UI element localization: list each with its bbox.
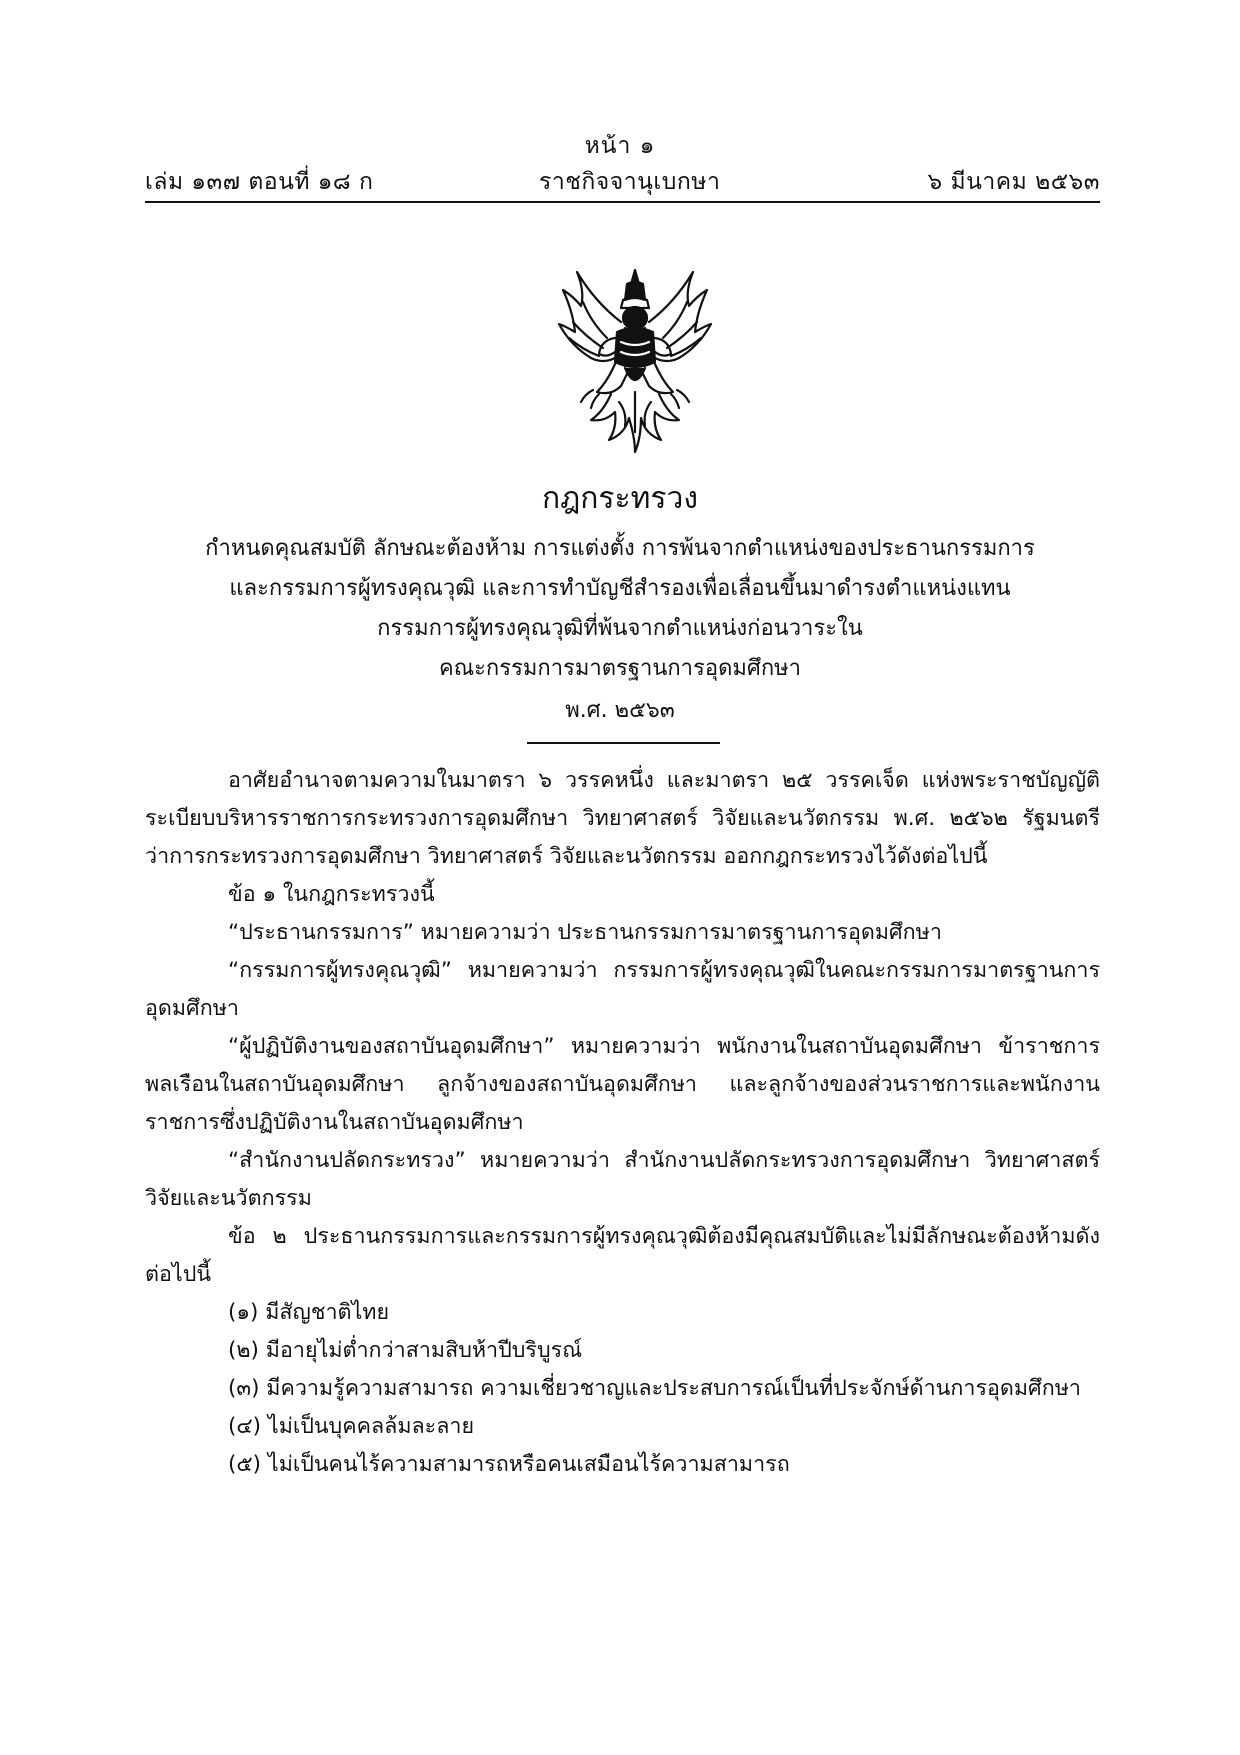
page-number: หน้า ๑ (584, 133, 656, 159)
publication-date: ๖ มีนาคม ๒๕๖๓ (927, 169, 1100, 195)
subtitle-line: คณะกรรมการมาตรฐานการอุดมศึกษา (438, 656, 801, 681)
subtitle-line: และกรรมการผู้ทรงคุณวุฒิ และการทำบัญชีสำรองเพื่อเลื่อนขึ้นมาดำรงตำแหน่งแทน (229, 576, 1011, 601)
regulation-title: กฎกระทรวง (541, 481, 699, 516)
clause-1: ข้อ ๑ ในกฎกระทรวงนี้ (228, 882, 435, 907)
list-item: (๑) มีสัญชาติไทย (228, 1300, 390, 1325)
title-divider (527, 742, 720, 744)
preamble-paragraph: อาศัยอำนาจตามความในมาตรา ๖ วรรคหนึ่ง และมาตรา ๒๕ วรรคเจ็ด แห่งพระราชบัญญัติระเบียบบริหารราชการกระทรวงการอุดมศึกษา วิทยาศาสตร์ วิจัยและนวัตกรรม พ.ศ. ๒๕๖๒ รัฐมนตรีว่าการกระทรวงการอุดมศึกษา วิทยาศาสตร์ วิจัยและนวัตกรรม ออกกฎกระทรวงไว้ดังต่อไปนี้ (145, 768, 1100, 869)
garuda-emblem-icon (555, 262, 715, 462)
header-divider (145, 201, 1100, 203)
publication-name: ราชกิจจานุเบกษา (539, 169, 721, 195)
regulation-body (145, 762, 1100, 1484)
clause-2: ข้อ ๒ ประธานกรรมการและกรรมการผู้ทรงคุณวุฒิต้องมีคุณสมบัติและไม่มีลักษณะต้องห้ามดังต่อไปนี้ (145, 1224, 1100, 1287)
subtitle-line: กำหนดคุณสมบัติ ลักษณะต้องห้าม การแต่งตั้ง การพ้นจากตำแหน่งของประธานกรรมการ (205, 536, 1035, 561)
regulation-year: พ.ศ. ๒๕๖๓ (565, 698, 675, 723)
subtitle-line: กรรมการผู้ทรงคุณวุฒิที่พ้นจากตำแหน่งก่อนวาระใน (377, 616, 863, 641)
issue-number: เล่ม ๑๓๗ ตอนที่ ๑๘ ก (145, 169, 374, 195)
list-item: (๒) มีอายุไม่ต่ำกว่าสามสิบห้าปีบริบูรณ์ (228, 1338, 583, 1363)
list-item: (๔) ไม่เป็นบุคคลล้มละลาย (228, 1414, 475, 1439)
gazette-header (145, 164, 1100, 204)
definition-paragraph: “สำนักงานปลัดกระทรวง” หมายความว่า สำนักงานปลัดกระทรวงการอุดมศึกษา วิทยาศาสตร์ วิจัยและนวัตกรรม (145, 1148, 1100, 1211)
list-item: (๕) ไม่เป็นคนไร้ความสามารถหรือคนเสมือนไร้ความสามารถ (228, 1452, 790, 1477)
definition-paragraph: “ผู้ปฏิบัติงานของสถาบันอุดมศึกษา” หมายความว่า พนักงานในสถาบันอุดมศึกษา ข้าราชการพลเรือนในสถาบันอุดมศึกษา ลูกจ้างของสถาบันอุดมศึกษา และลูกจ้างของส่วนราชการและพนักงานราชการซึ่งปฏิบัติงานในสถาบันอุดมศึกษา (145, 1034, 1100, 1135)
definition-paragraph: “กรรมการผู้ทรงคุณวุฒิ” หมายความว่า กรรมการผู้ทรงคุณวุฒิในคณะกรรมการมาตรฐานการอุดมศึกษา (145, 958, 1100, 1021)
list-item: (๓) มีความรู้ความสามารถ ความเชี่ยวชาญและประสบการณ์เป็นที่ประจักษ์ด้านการอุดมศึกษา (228, 1376, 1081, 1401)
definition-paragraph: “ประธานกรรมการ” หมายความว่า ประธานกรรมการมาตรฐานการอุดมศึกษา (228, 920, 942, 945)
